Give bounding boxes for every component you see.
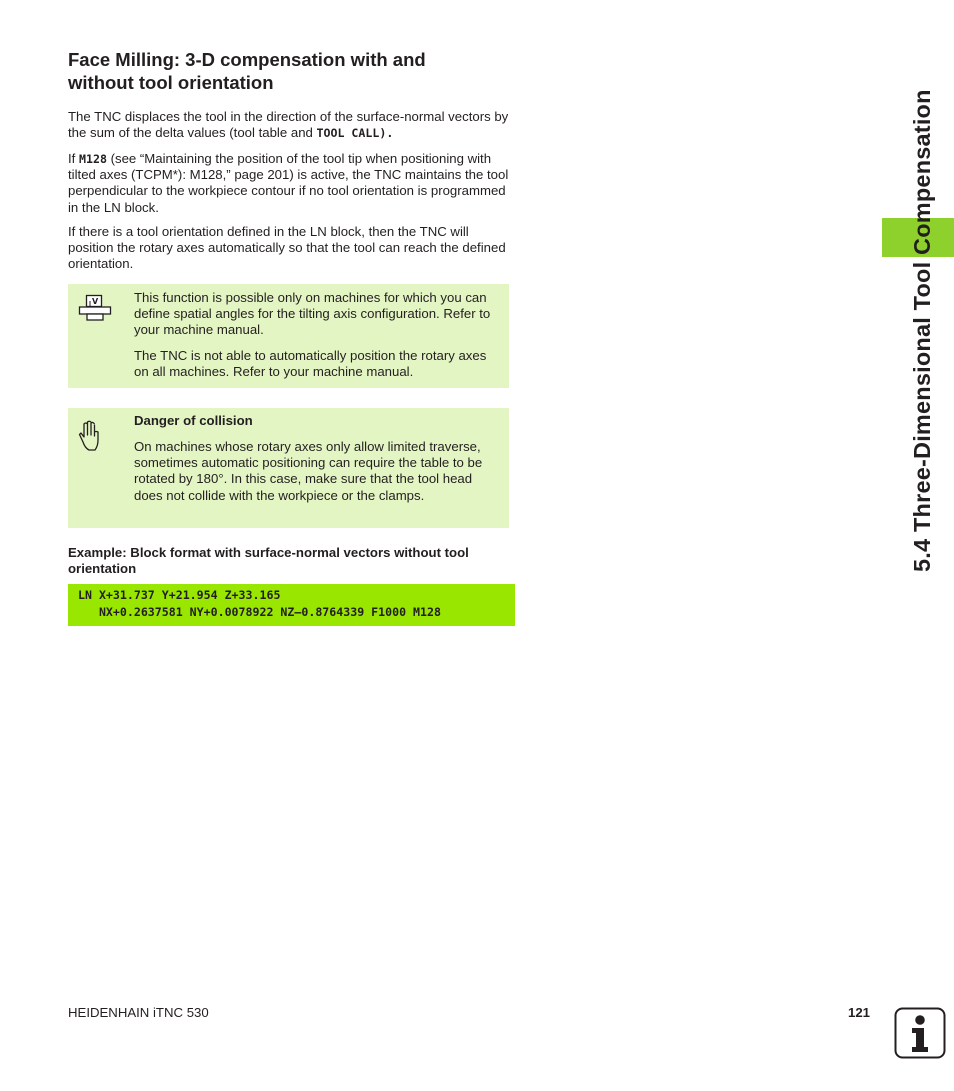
tool-call-code: TOOL CALL). — [316, 126, 394, 141]
page-number: 121 — [848, 1005, 871, 1020]
paragraph-3-text: If there is a tool orientation defined in the LN block, then the TNC will position the rotary axes automatically so that the tool can reach the defined orientation. — [68, 224, 506, 272]
heading-line-2: without tool orientation — [68, 72, 274, 93]
code-line-2: NX+0.2637581 NY+0.0078922 NZ–0.8764339 F1000 M128 — [78, 604, 441, 619]
section-heading — [68, 48, 508, 94]
paragraph-2-prefix: If — [68, 151, 79, 166]
paragraph-1 — [68, 109, 513, 141]
svg-text:V: V — [92, 297, 99, 306]
paragraph-2 — [68, 151, 513, 216]
collision-warning-note — [68, 408, 509, 528]
machine-note-text-2: The TNC is not able to automatically position the rotary axes on all machines. Refer to your machine manual. — [134, 348, 487, 380]
footer-product-name: HEIDENHAIN iTNC 530 — [68, 1005, 209, 1020]
m128-code: M128 — [79, 152, 107, 166]
chapter-side-title: 5.4 Three-Dimensional Tool Compensation — [909, 89, 935, 572]
paragraph-3 — [68, 224, 513, 273]
warning-title: Danger of collision — [134, 413, 253, 428]
warning-text: On machines whose rotary axes only allow limited traverse, sometimes automatic positioning can require the table to be rotated by 180°. In this case, make sure that the tool head does not collide with the workpiece or the clamps. — [134, 439, 483, 503]
code-line-1: LN X+31.737 Y+21.954 Z+33.165 — [78, 588, 281, 602]
paragraph-1-text: The TNC displaces the tool in the direction of the surface-normal vectors by the sum of the delta values (tool table and — [68, 109, 509, 141]
hand-warning-icon — [78, 420, 102, 459]
paragraph-2-text: (see “Maintaining the position of the tool tip when positioning with tilted axes (TCPM*): M128,” page 201) is active, the TNC maintains the tool perpendicular to the workpiece contour if no tool orientation is programmed in the LN block. — [68, 151, 509, 215]
machine-tool-icon — [78, 294, 112, 327]
example-heading: Example: Block format with surface-normal vectors without tool orientation — [68, 545, 469, 577]
machine-note — [68, 284, 509, 388]
machine-note-text-1: This function is possible only on machines for which you can define spatial angles for the tilting axis configuration. Refer to your machine manual. — [134, 290, 491, 338]
nc-code-block — [68, 584, 515, 626]
info-icon — [894, 1007, 946, 1064]
heading-line-1: Face Milling: 3-D compensation with and — [68, 49, 426, 70]
